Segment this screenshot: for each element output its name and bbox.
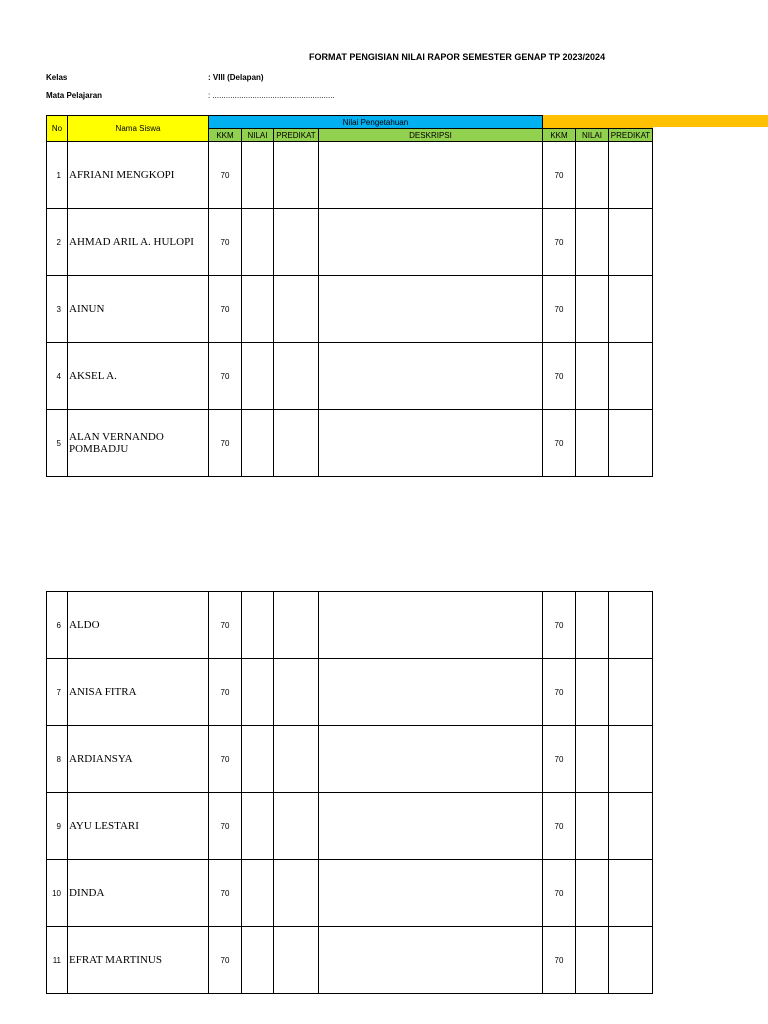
nilai-cell-2[interactable] <box>576 659 609 726</box>
predikat-cell-2[interactable] <box>609 343 653 410</box>
student-name: AINUN <box>68 276 209 343</box>
header-predikat-2: PREDIKAT <box>609 129 653 142</box>
nilai-cell-2[interactable] <box>576 410 609 477</box>
student-no: 9 <box>47 793 68 860</box>
table-row <box>47 860 653 927</box>
nilai-cell-2[interactable] <box>576 592 609 659</box>
kkm-cell: 70 <box>209 860 242 927</box>
kkm-cell-2: 70 <box>543 142 576 209</box>
kkm-cell-2: 70 <box>543 793 576 860</box>
page-title: FORMAT PENGISIAN NILAI RAPOR SEMESTER GENAP TP 2023/2024 <box>309 52 606 62</box>
predikat-cell-2[interactable] <box>609 659 653 726</box>
table-row <box>47 276 653 343</box>
deskripsi-cell[interactable] <box>319 592 543 659</box>
deskripsi-cell[interactable] <box>319 276 543 343</box>
deskripsi-cell[interactable] <box>319 860 543 927</box>
nilai-cell-2[interactable] <box>576 927 609 994</box>
predikat-cell-2[interactable] <box>609 726 653 793</box>
deskripsi-cell[interactable] <box>319 726 543 793</box>
table-row <box>47 726 653 793</box>
predikat-cell-2[interactable] <box>609 927 653 994</box>
predikat-cell[interactable] <box>274 592 319 659</box>
kkm-cell-2: 70 <box>543 209 576 276</box>
nilai-cell[interactable] <box>242 592 274 659</box>
student-name: EFRAT MARTINUS <box>68 927 209 994</box>
header-nilai: NILAI <box>242 129 274 142</box>
kkm-cell-2: 70 <box>543 276 576 343</box>
kkm-cell: 70 <box>209 276 242 343</box>
table-row <box>47 592 653 659</box>
header-nama: Nama Siswa <box>68 116 209 142</box>
nilai-cell[interactable] <box>242 209 274 276</box>
kkm-cell: 70 <box>209 793 242 860</box>
predikat-cell[interactable] <box>274 659 319 726</box>
kkm-cell: 70 <box>209 142 242 209</box>
nilai-cell[interactable] <box>242 142 274 209</box>
nilai-cell-2[interactable] <box>576 142 609 209</box>
predikat-cell-2[interactable] <box>609 793 653 860</box>
student-no: 10 <box>47 860 68 927</box>
student-no: 1 <box>47 142 68 209</box>
nilai-cell[interactable] <box>242 659 274 726</box>
table-row <box>47 343 653 410</box>
predikat-cell-2[interactable] <box>609 209 653 276</box>
header-deskripsi: DESKRIPSI <box>319 129 543 142</box>
mapel-label: Mata Pelajaran <box>46 91 103 100</box>
kkm-cell: 70 <box>209 410 242 477</box>
student-name: AYU LESTARI <box>68 793 209 860</box>
header-pengetahuan: Nilai Pengetahuan <box>209 116 543 129</box>
kkm-cell: 70 <box>209 209 242 276</box>
kelas-label: Kelas <box>46 73 68 82</box>
student-no: 6 <box>47 592 68 659</box>
deskripsi-cell[interactable] <box>319 343 543 410</box>
student-name: ARDIANSYA <box>68 726 209 793</box>
predikat-cell-2[interactable] <box>609 410 653 477</box>
nilai-cell-2[interactable] <box>576 209 609 276</box>
predikat-cell[interactable] <box>274 793 319 860</box>
kkm-cell: 70 <box>209 927 242 994</box>
student-name: AFRIANI MENGKOPI <box>68 142 209 209</box>
predikat-cell[interactable] <box>274 142 319 209</box>
nilai-cell-2[interactable] <box>576 726 609 793</box>
predikat-cell-2[interactable] <box>609 592 653 659</box>
nilai-cell[interactable] <box>242 793 274 860</box>
deskripsi-cell[interactable] <box>319 142 543 209</box>
header-keterampilan <box>543 116 653 129</box>
nilai-cell[interactable] <box>242 860 274 927</box>
student-no: 8 <box>47 726 68 793</box>
predikat-cell-2[interactable] <box>609 276 653 343</box>
kkm-cell: 70 <box>209 659 242 726</box>
predikat-cell[interactable] <box>274 209 319 276</box>
header-nilai-2: NILAI <box>576 129 609 142</box>
kkm-cell-2: 70 <box>543 860 576 927</box>
mapel-value: : ....................................................... <box>208 91 335 100</box>
nilai-cell-2[interactable] <box>576 860 609 927</box>
table-row <box>47 410 653 477</box>
predikat-cell[interactable] <box>274 410 319 477</box>
header-no: No <box>47 116 68 142</box>
nilai-cell[interactable] <box>242 927 274 994</box>
student-no: 3 <box>47 276 68 343</box>
nilai-cell[interactable] <box>242 410 274 477</box>
deskripsi-cell[interactable] <box>319 793 543 860</box>
table-row <box>47 927 653 994</box>
table-row <box>47 793 653 860</box>
student-no: 7 <box>47 659 68 726</box>
kelas-value: : VIII (Delapan) <box>208 73 264 82</box>
student-name: AKSEL A. <box>68 343 209 410</box>
header-kkm-2: KKM <box>543 129 576 142</box>
grades-table-page1 <box>46 115 653 477</box>
student-no: 5 <box>47 410 68 477</box>
predikat-cell-2[interactable] <box>609 860 653 927</box>
student-no: 2 <box>47 209 68 276</box>
kkm-cell-2: 70 <box>543 343 576 410</box>
table-row <box>47 209 653 276</box>
kkm-cell-2: 70 <box>543 726 576 793</box>
predikat-cell[interactable] <box>274 726 319 793</box>
student-name: AHMAD ARIL A. HULOPI <box>68 209 209 276</box>
student-name: ALAN VERNANDO POMBADJU <box>68 410 209 477</box>
kkm-cell: 70 <box>209 592 242 659</box>
nilai-cell-2[interactable] <box>576 343 609 410</box>
predikat-cell[interactable] <box>274 343 319 410</box>
kkm-cell-2: 70 <box>543 927 576 994</box>
predikat-cell[interactable] <box>274 860 319 927</box>
deskripsi-cell[interactable] <box>319 659 543 726</box>
deskripsi-cell[interactable] <box>319 209 543 276</box>
predikat-cell-2[interactable] <box>609 142 653 209</box>
table-row <box>47 659 653 726</box>
kkm-cell-2: 70 <box>543 659 576 726</box>
header-predikat: PREDIKAT <box>274 129 319 142</box>
grades-table-page2 <box>46 591 653 994</box>
table-row <box>47 142 653 209</box>
kkm-cell: 70 <box>209 726 242 793</box>
kkm-cell-2: 70 <box>543 592 576 659</box>
nilai-cell-2[interactable] <box>576 793 609 860</box>
nilai-cell[interactable] <box>242 726 274 793</box>
student-no: 11 <box>47 927 68 994</box>
student-name: ALDO <box>68 592 209 659</box>
kkm-cell: 70 <box>209 343 242 410</box>
nilai-cell[interactable] <box>242 343 274 410</box>
nilai-cell[interactable] <box>242 276 274 343</box>
header-kkm: KKM <box>209 129 242 142</box>
student-name: ANISA FITRA <box>68 659 209 726</box>
predikat-cell[interactable] <box>274 276 319 343</box>
predikat-cell[interactable] <box>274 927 319 994</box>
kkm-cell-2: 70 <box>543 410 576 477</box>
nilai-cell-2[interactable] <box>576 276 609 343</box>
deskripsi-cell[interactable] <box>319 927 543 994</box>
deskripsi-cell[interactable] <box>319 410 543 477</box>
student-name: DINDA <box>68 860 209 927</box>
student-no: 4 <box>47 343 68 410</box>
